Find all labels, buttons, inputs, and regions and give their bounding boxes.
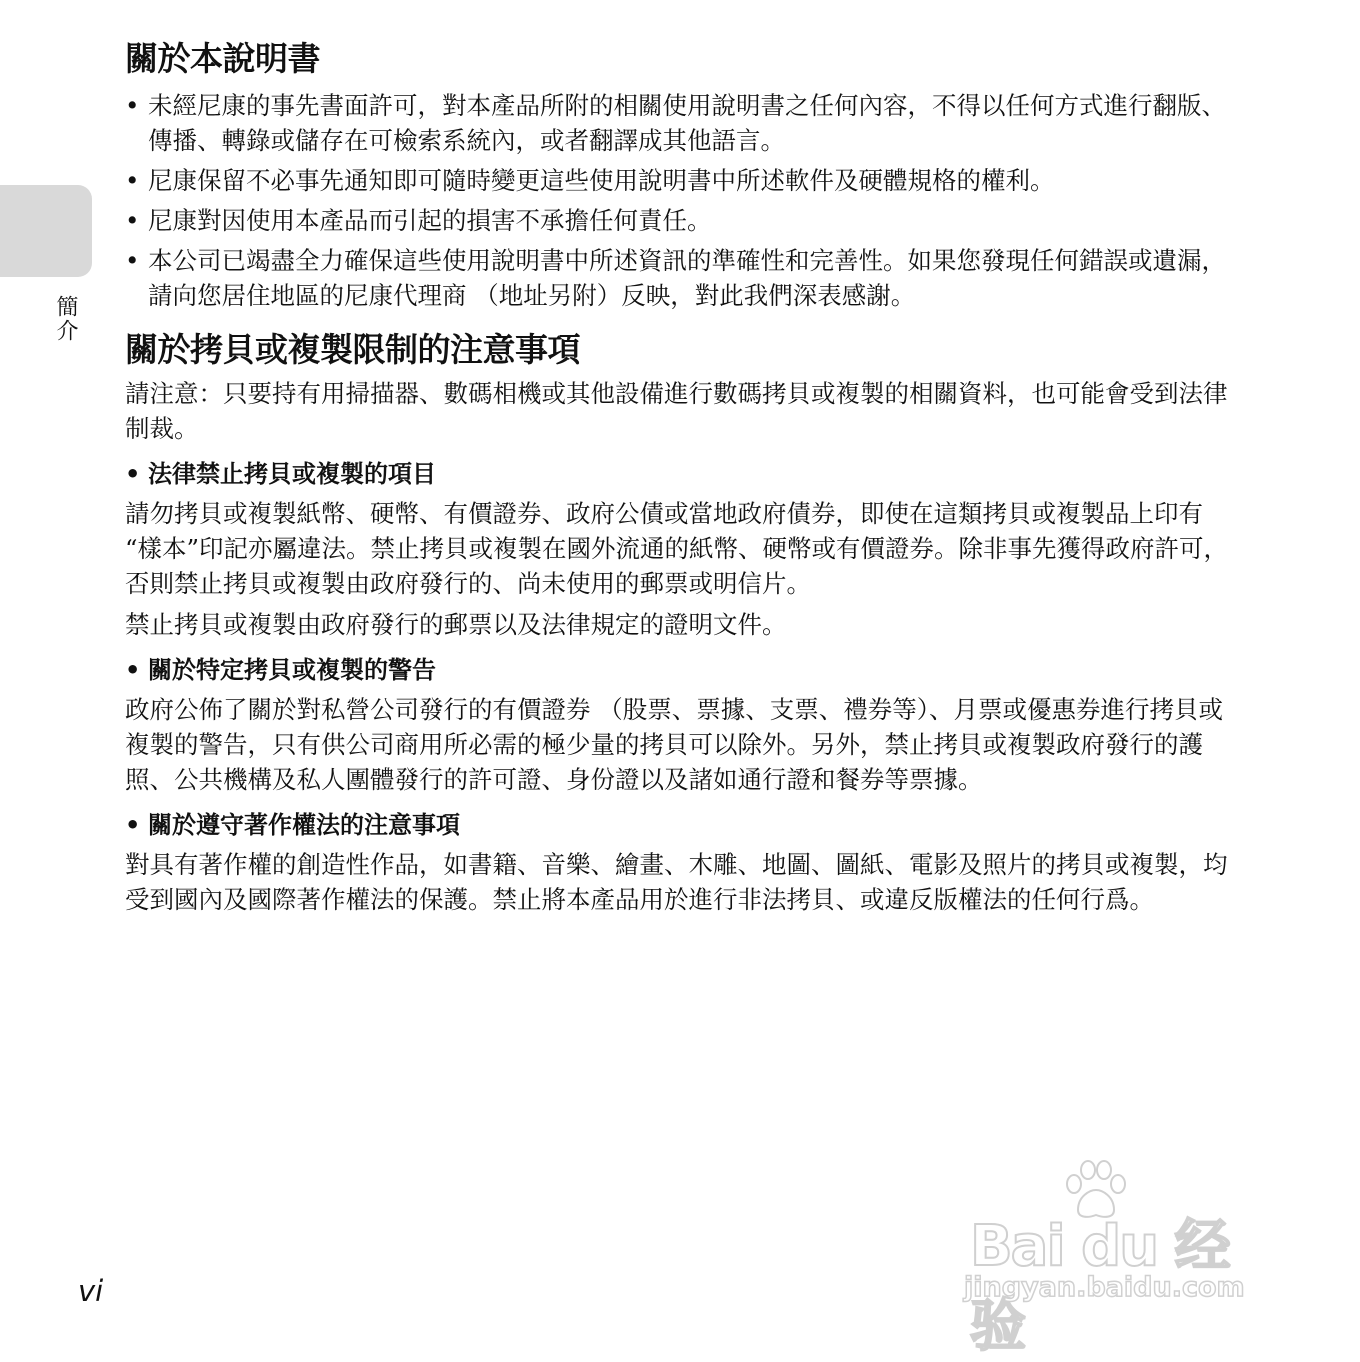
side-tab-label: 簡介: [53, 295, 78, 343]
specific-copy-warning-paragraph: 政府公佈了關於對私營公司發行的有價證券 （股票、票據、支票、禮券等）、月票或優惠券進行拷貝或複製的警告，只有供公司商用所必需的極少量的拷貝可以除外。另外，禁止拷貝或複製政府發行的護照、公共機構及私人團體發行的許可證、身份證以及諸如通行證和餐券等票據。: [125, 695, 1224, 794]
manual-notice-item: • 未經尼康的事先書面許可，對本產品所附的相關使用說明書之任何內容，不得以任何方式進行翻版、傳播、轉錄或儲存在可檢索系統內，或者翻譯成其他語言。: [125, 88, 1240, 158]
prohibited-items-paragraph: 請勿拷貝或複製紙幣、硬幣、有價證券、政府公債或當地政府債券，即使在這類拷貝或複製品上印有 “樣本”印記亦屬違法。禁止拷貝或複製在國外流通的紙幣、硬幣或有價證券。除非事先獲得政府許可，否則禁止拷貝或複製由政府發行的、尚未使用的郵票或明信片。: [125, 499, 1229, 598]
manual-notice-item: • 尼康保留不必事先通知即可隨時變更這些使用說明書中所述軟件及硬體規格的權利。: [125, 163, 1240, 198]
section-title-copy-restrictions: 關於拷貝或複製限制的注意事項: [125, 330, 580, 369]
watermark-url: jingyan.baidu.com: [964, 1272, 1245, 1303]
watermark-logo-text: Bai du 经验: [970, 1214, 1229, 1359]
section-title-manual: 關於本說明書: [125, 39, 320, 78]
subheading-copyright-notice: • 關於遵守著作權法的注意事項: [125, 807, 1240, 843]
copy-restrictions-intro: 請注意：只要持有用掃描器、數碼相機或其他設備進行數碼拷貝或複製的相關資料，也可能會受到法律制裁。: [125, 379, 1228, 443]
prohibited-items-paragraph-2: 禁止拷貝或複製由政府發行的郵票以及法律規定的證明文件。: [125, 610, 787, 639]
manual-notice-item: • 尼康對因使用本產品而引起的損害不承擔任何責任。: [125, 203, 1240, 238]
manual-notice-list: [125, 88, 1240, 313]
manual-notice-item: • 本公司已竭盡全力確保這些使用說明書中所述資訊的準確性和完善性。如果您發現任何錯誤或遺漏，請向您居住地區的尼康代理商 （地址另附）反映，對此我們深表感謝。: [125, 243, 1240, 313]
subheading-prohibited-items: • 法律禁止拷貝或複製的項目: [125, 456, 1240, 492]
copyright-notice-paragraph: 對具有著作權的創造性作品，如書籍、音樂、繪畫、木雕、地圖、圖紙、電影及照片的拷貝或複製，均受到國內及國際著作權法的保護。禁止將本產品用於進行非法拷貝、或違反版權法的任何行爲。: [125, 850, 1228, 914]
subheading-specific-copy-warning: • 關於特定拷貝或複製的警告: [125, 652, 1240, 688]
page-number: vi: [78, 1274, 104, 1308]
side-tab: [0, 185, 92, 277]
page-content: [125, 36, 1240, 917]
baidu-watermark: [960, 1160, 1280, 1359]
